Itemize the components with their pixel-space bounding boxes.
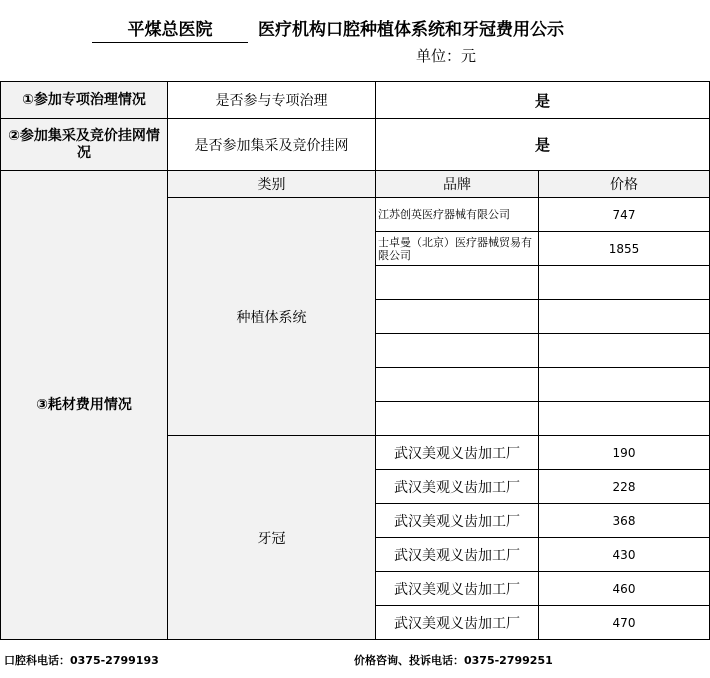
procurement-row xyxy=(1,119,710,171)
materials-label: ③耗材费用情况 xyxy=(1,171,168,640)
governance-label: ①参加专项治理情况 xyxy=(1,82,168,119)
crown-price: 190 xyxy=(539,436,710,470)
governance-answer: 是 xyxy=(376,82,710,119)
crown-price: 470 xyxy=(539,606,710,640)
implant-price: 747 xyxy=(539,198,710,232)
implant-price xyxy=(539,334,710,368)
governance-row xyxy=(1,82,710,119)
implant-price xyxy=(539,368,710,402)
implant-brand xyxy=(376,402,539,436)
complaint-phone: 价格咨询、投诉电话：0375-2799251 xyxy=(354,654,553,667)
crown-price: 228 xyxy=(539,470,710,504)
implant-category: 种植体系统 xyxy=(168,198,376,436)
implant-price xyxy=(539,402,710,436)
implant-price: 1855 xyxy=(539,232,710,266)
crown-price: 430 xyxy=(539,538,710,572)
dental-department-phone: 口腔科电话：0375-2799193 xyxy=(4,654,159,667)
implant-brand: 士卓曼（北京）医疗器械贸易有限公司 xyxy=(376,232,539,266)
page-title xyxy=(0,18,710,44)
implant-price xyxy=(539,266,710,300)
crown-brand: 武汉美观义齿加工厂 xyxy=(376,606,539,640)
implant-brand xyxy=(376,334,539,368)
procurement-label: ②参加集采及竞价挂网情况 xyxy=(1,119,168,171)
implant-price xyxy=(539,300,710,334)
hospital-name: 平煤总医院 xyxy=(92,18,248,43)
implant-brand xyxy=(376,266,539,300)
materials-header-row xyxy=(1,171,710,198)
crown-price: 368 xyxy=(539,504,710,538)
currency-unit: 单位：元 xyxy=(416,47,477,65)
crown-brand: 武汉美观义齿加工厂 xyxy=(376,572,539,606)
crown-category: 牙冠 xyxy=(168,436,376,640)
crown-brand: 武汉美观义齿加工厂 xyxy=(376,470,539,504)
crown-brand: 武汉美观义齿加工厂 xyxy=(376,538,539,572)
fee-table xyxy=(0,81,710,640)
column-header-brand: 品牌 xyxy=(376,171,539,198)
governance-question: 是否参与专项治理 xyxy=(168,82,376,119)
crown-brand: 武汉美观义齿加工厂 xyxy=(376,436,539,470)
implant-brand xyxy=(376,300,539,334)
crown-price: 460 xyxy=(539,572,710,606)
column-header-category: 类别 xyxy=(168,171,376,198)
crown-brand: 武汉美观义齿加工厂 xyxy=(376,504,539,538)
column-header-price: 价格 xyxy=(539,171,710,198)
procurement-question: 是否参加集采及竞价挂网 xyxy=(168,119,376,171)
implant-brand xyxy=(376,368,539,402)
document-title: 医疗机构口腔种植体系统和牙冠费用公示 xyxy=(258,20,564,40)
procurement-answer: 是 xyxy=(376,119,710,171)
implant-brand: 江苏创英医疗器械有限公司 xyxy=(376,198,539,232)
